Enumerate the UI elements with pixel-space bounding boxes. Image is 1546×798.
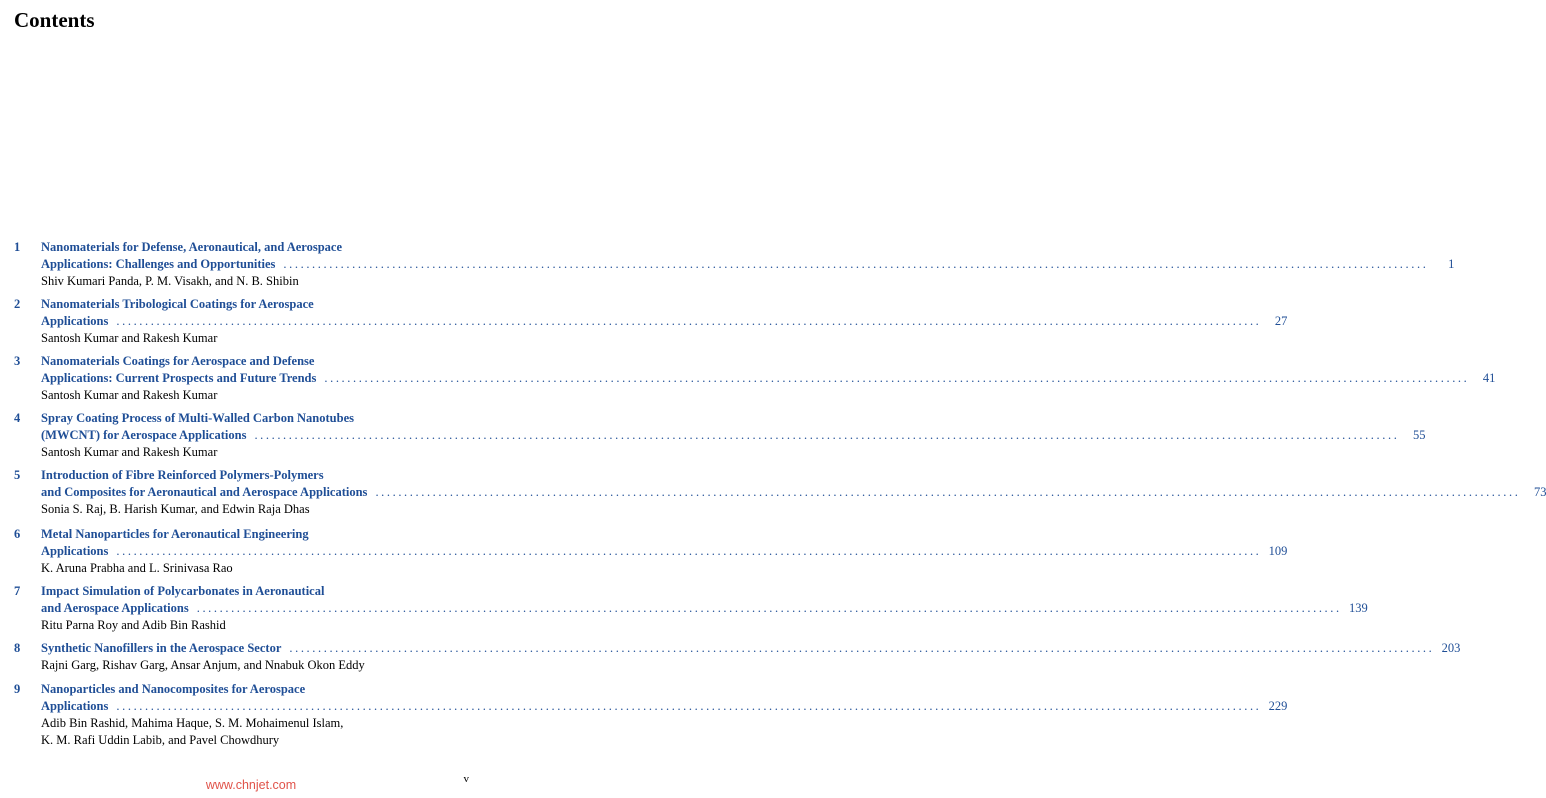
chapter-title-line[interactable]: [41, 698, 1288, 715]
chapter-title-text[interactable]: Applications: Challenges and Opportunities: [41, 257, 276, 271]
page-title: Contents: [14, 8, 95, 32]
chapter-page-number[interactable]: 203: [1441, 641, 1461, 655]
chapter-authors: Rajni Garg, Rishav Garg, Ansar Anjum, and Nnabuk Okon Eddy: [41, 658, 365, 672]
chapter-authors: Santosh Kumar and Rakesh Kumar: [41, 388, 218, 402]
chapter-title-line[interactable]: [41, 543, 1288, 560]
dot-leader: ........................................................................................................................................................................................................: [196, 601, 1342, 615]
chapter-title-line[interactable]: Impact Simulation of Polycarbonates in Aeronautical: [41, 584, 325, 598]
chapter-authors: Shiv Kumari Panda, P. M. Visakh, and N. B. Shibin: [41, 274, 299, 288]
chapter-authors: Ritu Parna Roy and Adib Bin Rashid: [41, 618, 226, 632]
chapter-title-line[interactable]: [41, 256, 1455, 273]
chapter-number: 9: [14, 682, 21, 696]
dot-leader: ........................................................................................................................................................................................................: [324, 371, 1470, 385]
chapter-page-number[interactable]: 27: [1274, 314, 1288, 328]
chapter-title-text[interactable]: Synthetic Nanofillers in the Aerospace Sector: [41, 641, 282, 655]
chapter-title-text[interactable]: Applications: [41, 544, 109, 558]
chapter-authors: Sonia S. Raj, B. Harish Kumar, and Edwin Raja Dhas: [41, 502, 310, 516]
chapter-title-text[interactable]: and Composites for Aeronautical and Aerospace Applications: [41, 485, 368, 499]
chapter-title-text[interactable]: (MWCNT) for Aerospace Applications: [41, 428, 247, 442]
chapter-title-line[interactable]: [41, 427, 1426, 444]
chapter-number: 6: [14, 527, 21, 541]
page-number-roman: v: [463, 773, 469, 785]
chapter-number: 5: [14, 468, 21, 482]
chapter-number: 7: [14, 584, 21, 598]
chapter-title-line[interactable]: Metal Nanoparticles for Aeronautical Engineering: [41, 527, 309, 541]
chapter-title-line[interactable]: Nanomaterials for Defense, Aeronautical, and Aerospace: [41, 240, 343, 254]
chapter-title-text[interactable]: Applications: [41, 314, 109, 328]
chapter-number: 8: [14, 641, 21, 655]
dot-leader: ........................................................................................................................................................................................................: [116, 699, 1262, 713]
chapter-title-line[interactable]: [41, 600, 1368, 617]
chapter-title-text[interactable]: Applications: [41, 699, 109, 713]
chapter-title-text[interactable]: and Aerospace Applications: [41, 601, 189, 615]
chapter-title-line[interactable]: [41, 484, 1546, 501]
chapter-number: 2: [14, 297, 21, 311]
chapter-title-line[interactable]: Introduction of Fibre Reinforced Polymers-Polymers: [41, 468, 324, 482]
chapter-title-text[interactable]: Applications: Current Prospects and Future Trends: [41, 371, 317, 385]
chapter-authors: Santosh Kumar and Rakesh Kumar: [41, 331, 218, 345]
chapter-authors: K. Aruna Prabha and L. Srinivasa Rao: [41, 561, 233, 575]
dot-leader: ........................................................................................................................................................................................................: [283, 257, 1429, 271]
chapter-title-line[interactable]: [41, 313, 1288, 330]
dot-leader: ........................................................................................................................................................................................................: [254, 428, 1400, 442]
chapter-title-line[interactable]: [41, 370, 1496, 387]
chapter-title-line[interactable]: Nanoparticles and Nanocomposites for Aerospace: [41, 682, 306, 696]
chapter-authors: Santosh Kumar and Rakesh Kumar: [41, 445, 218, 459]
dot-leader: ........................................................................................................................................................................................................: [375, 485, 1521, 499]
chapter-number: 1: [14, 240, 21, 254]
dot-leader: ........................................................................................................................................................................................................: [116, 314, 1262, 328]
chapter-page-number[interactable]: 139: [1348, 601, 1368, 615]
chapter-authors: Adib Bin Rashid, Mahima Haque, S. M. Mohaimenul Islam,: [41, 716, 344, 730]
chapter-page-number[interactable]: 73: [1533, 485, 1546, 499]
chapter-title-line[interactable]: Nanomaterials Coatings for Aerospace and Defense: [41, 354, 315, 368]
chapter-number: 3: [14, 354, 21, 368]
chapter-authors: K. M. Rafi Uddin Labib, and Pavel Chowdhury: [41, 733, 280, 747]
chapter-page-number[interactable]: 229: [1268, 699, 1288, 713]
dot-leader: ........................................................................................................................................................................................................: [116, 544, 1262, 558]
chapter-page-number[interactable]: 41: [1482, 371, 1496, 385]
chapter-number: 4: [14, 411, 21, 425]
chapter-page-number[interactable]: 1: [1448, 257, 1455, 271]
dot-leader: ........................................................................................................................................................................................................: [289, 641, 1435, 655]
chapter-title-line[interactable]: [41, 640, 1461, 657]
watermark: www.chnjet.com: [205, 778, 297, 792]
chapter-title-line[interactable]: Spray Coating Process of Multi-Walled Carbon Nanotubes: [41, 411, 354, 425]
chapter-page-number[interactable]: 109: [1268, 544, 1288, 558]
chapter-title-line[interactable]: Nanomaterials Tribological Coatings for Aerospace: [41, 297, 314, 311]
chapter-page-number[interactable]: 55: [1412, 428, 1426, 442]
